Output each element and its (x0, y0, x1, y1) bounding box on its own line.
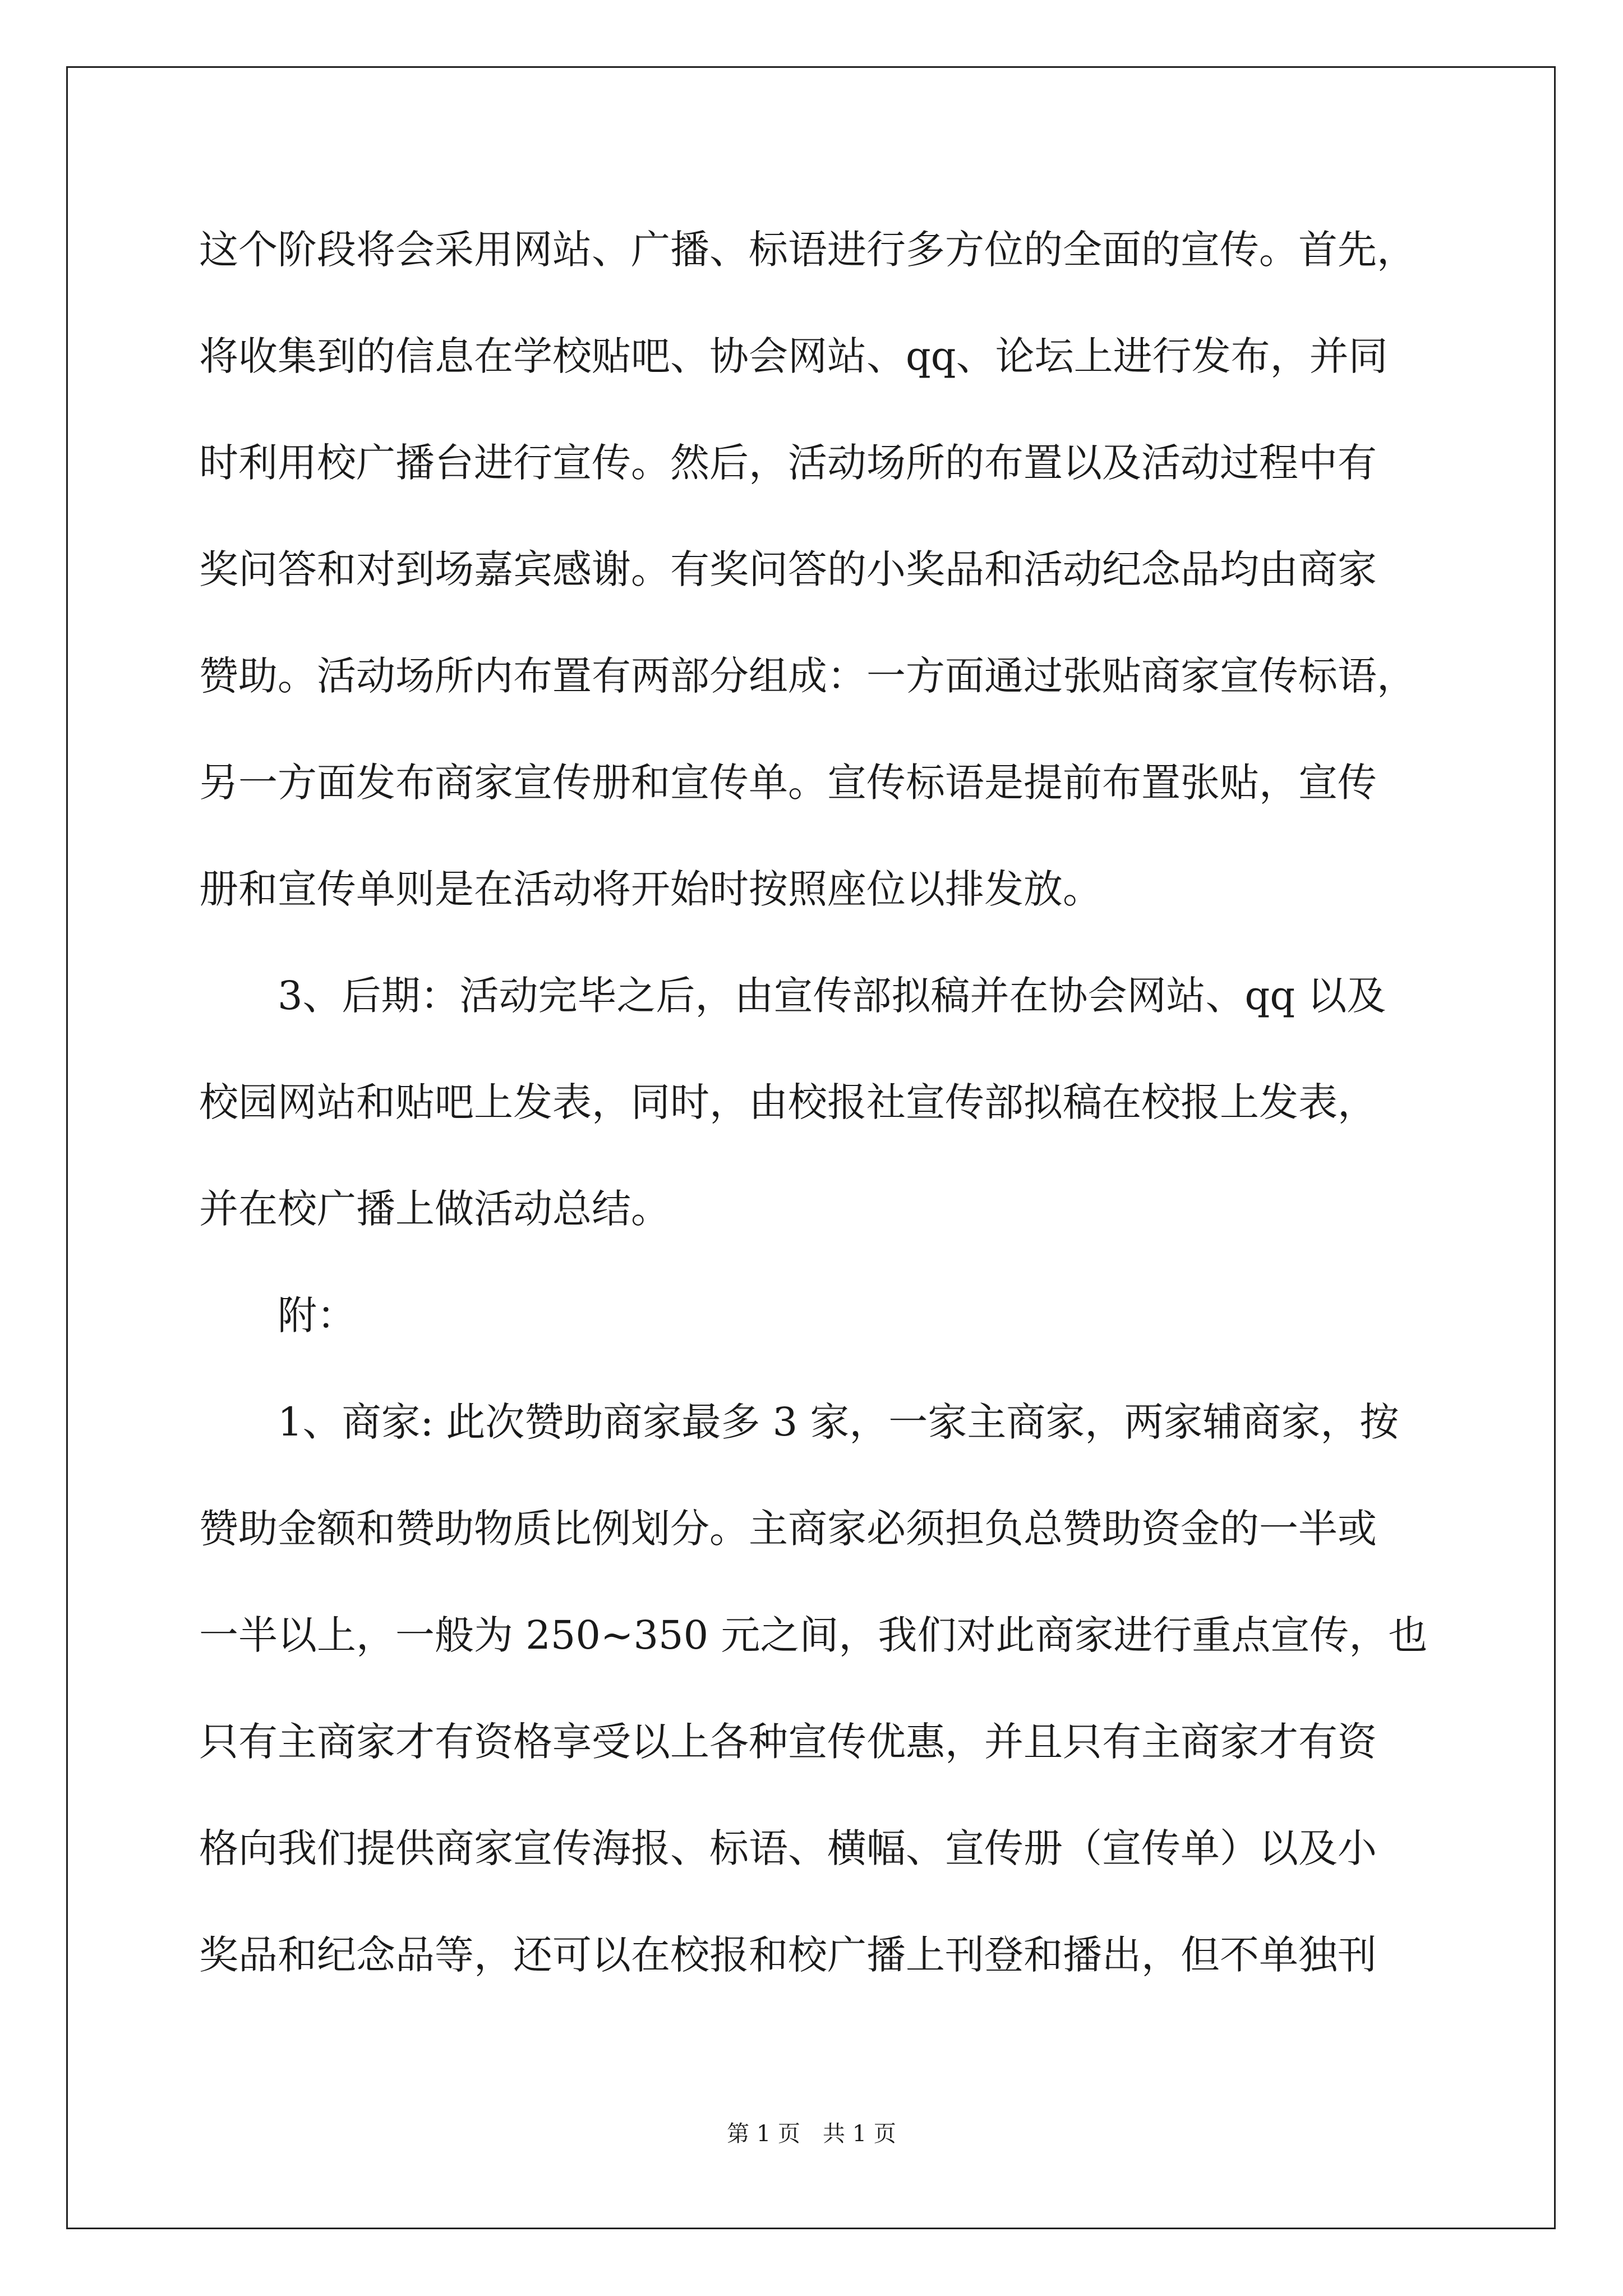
page-number-footer: 第 1 页 共 1 页 (727, 2121, 896, 2147)
text-line: 赞助金额和赞助物质比例划分。主商家必须担负总赞助资金的一半或 (199, 1506, 1377, 1552)
text-line: 将收集到的信息在学校贴吧、协会网站、qq、论坛上进行发布，并同 (199, 333, 1388, 379)
text-line: 赞助。活动场所内布置有两部分组成：一方面通过张贴商家宣传标语， (199, 653, 1416, 699)
text-line: 时利用校广播台进行宣传。然后，活动场所的布置以及活动过程中有 (199, 440, 1377, 486)
text-line: 另一方面发布商家宣传册和宣传单。宣传标语是提前布置张贴，宣传 (199, 760, 1377, 806)
text-line: 册和宣传单则是在活动将开始时按照座位以排发放。 (199, 866, 1102, 912)
text-line: 这个阶段将会采用网站、广播、标语进行多方位的全面的宣传。首先， (199, 227, 1416, 273)
paragraph-start-line: 1、商家: 此次赞助商家最多 3 家，一家主商家，两家辅商家，按 (278, 1399, 1399, 1445)
text-line: 并在校广播上做活动总结。 (199, 1186, 670, 1232)
paragraph-start-line: 3、后期：活动完毕之后，由宣传部拟稿并在协会网站、qq 以及 (278, 973, 1386, 1019)
text-line: 格向我们提供商家宣传海报、标语、横幅、宣传册（宣传单）以及小 (199, 1825, 1377, 1871)
text-line: 校园网站和贴吧上发表，同时，由校报社宣传部拟稿在校报上发表， (199, 1079, 1377, 1125)
page-border (66, 66, 1556, 2229)
text-line: 奖品和纪念品等，还可以在校报和校广播上刊登和播出，但不单独刊 (199, 1932, 1377, 1978)
text-line: 一半以上，一般为 250~350 元之间，我们对此商家进行重点宣传，也 (199, 1612, 1428, 1658)
text-line: 奖问答和对到场嘉宾感谢。有奖问答的小奖品和活动纪念品均由商家 (199, 546, 1377, 592)
appendix-heading: 附： (278, 1292, 356, 1338)
text-line: 只有主商家才有资格享受以上各种宣传优惠，并且只有主商家才有资 (199, 1719, 1377, 1765)
